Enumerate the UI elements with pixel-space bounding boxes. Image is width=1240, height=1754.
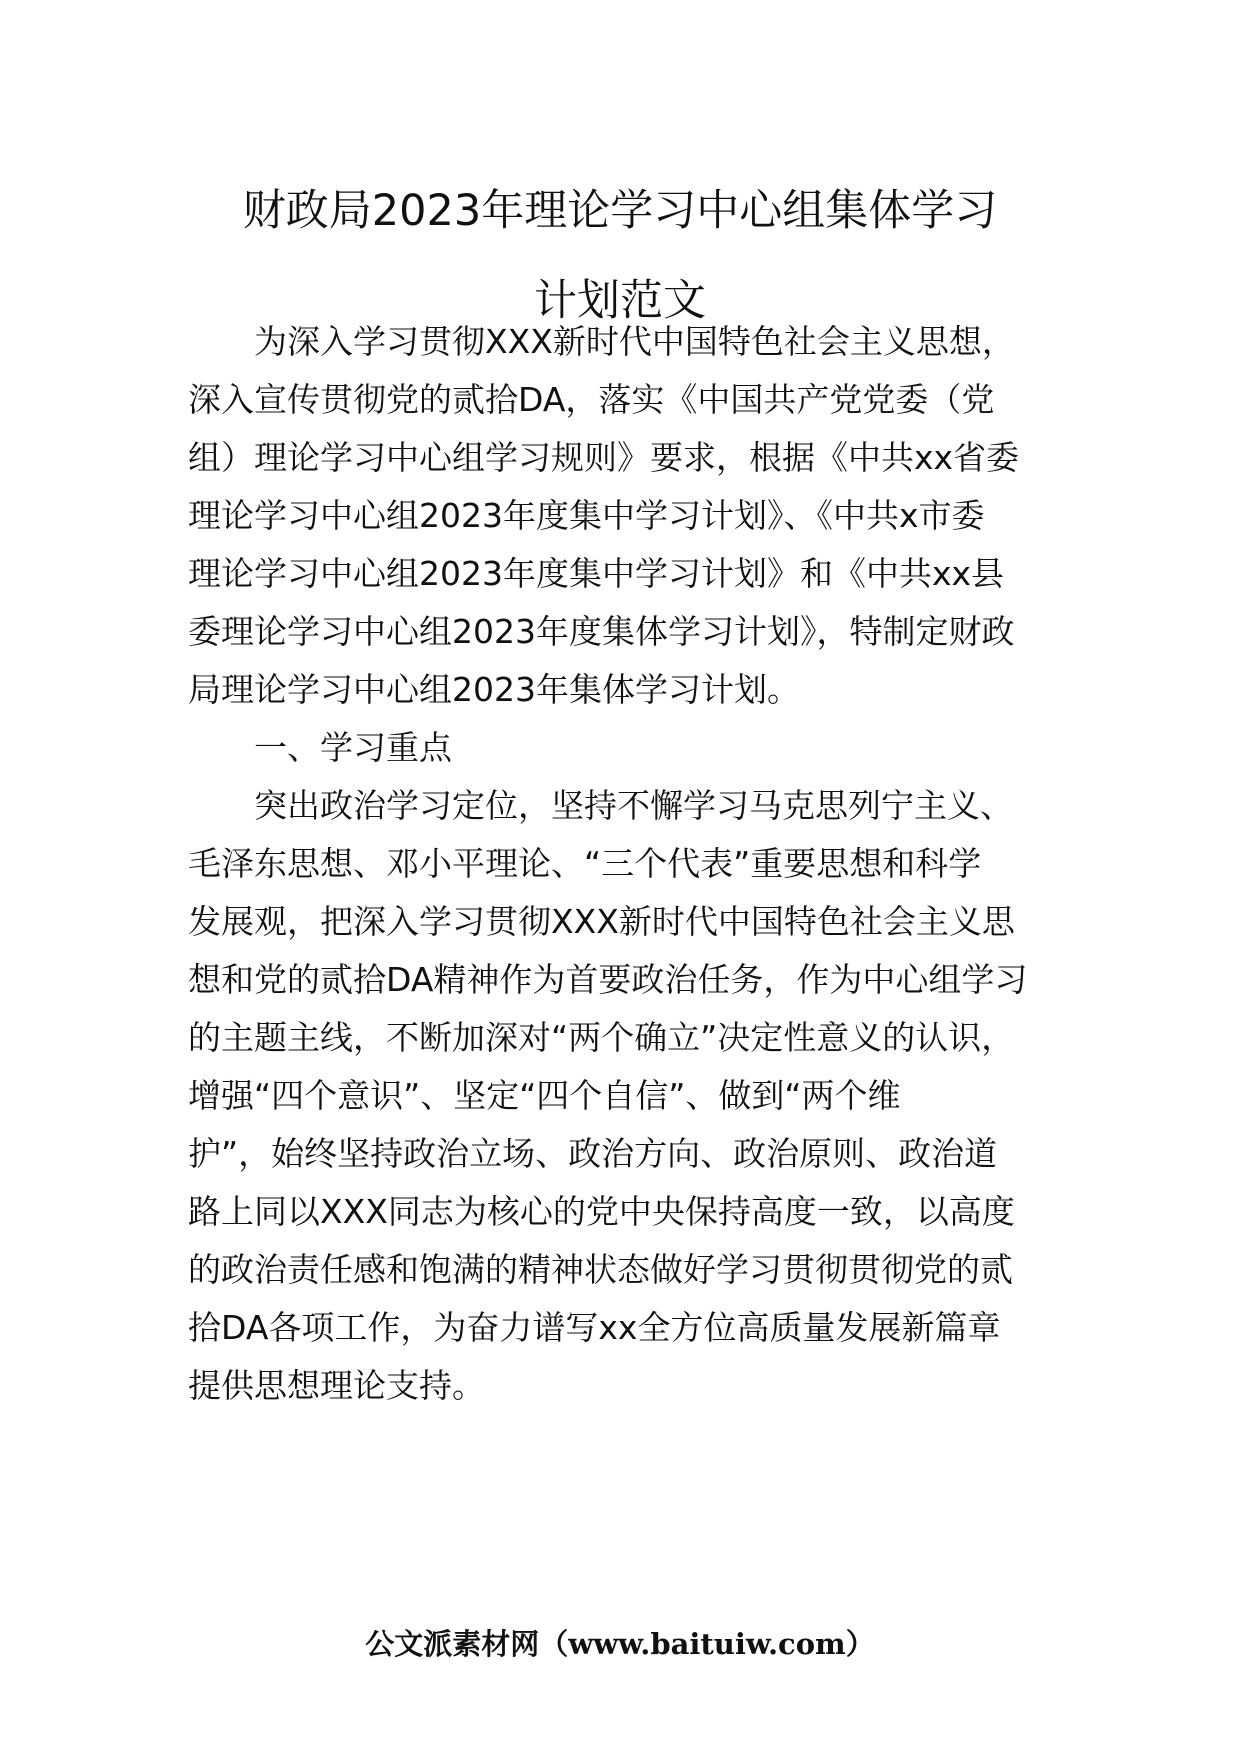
footer-source-credit: 公文派素材网（www.baituiw.com） xyxy=(365,1627,875,1661)
focus-line-10: 拾DA各项工作，为奋力谱写xx全方位高质量发展新篇章 xyxy=(188,1308,1001,1347)
section-heading-study-focus: 一、学习重点 xyxy=(254,728,452,767)
focus-line-1: 突出政治学习定位，坚持不懈学习马克思列宁主义、 xyxy=(254,786,1013,825)
intro-line-5: 理论学习中心组2023年度集中学习计划》和《中共xx县 xyxy=(188,554,1005,593)
intro-line-1: 为深入学习贯彻XXX新时代中国特色社会主义思想， xyxy=(254,322,1015,361)
focus-line-8: 路上同以XXX同志为核心的党中央保持高度一致，以高度 xyxy=(188,1192,1015,1231)
document-title-line-1: 财政局2023年理论学习中心组集体学习 xyxy=(242,186,998,236)
focus-line-11: 提供思想理论支持。 xyxy=(188,1366,485,1405)
focus-line-6: 增强“四个意识”、坚定“四个自信”、做到“两个维 xyxy=(188,1076,901,1115)
document-title-line-2: 计划范文 xyxy=(534,276,706,326)
focus-line-9: 的政治责任感和饱满的精神状态做好学习贯彻贯彻党的贰 xyxy=(188,1250,1013,1289)
focus-line-5: 的主题主线，不断加深对“两个确立”决定性意义的认识， xyxy=(188,1018,1015,1057)
focus-line-2: 毛泽东思想、邓小平理论、“三个代表”重要思想和科学 xyxy=(188,844,982,883)
intro-line-7: 局理论学习中心组2023年集体学习计划。 xyxy=(188,670,800,709)
focus-line-4: 想和党的贰拾DA精神作为首要政治任务，作为中心组学习 xyxy=(188,960,1028,999)
intro-line-6: 委理论学习中心组2023年度集体学习计划》，特制定财政 xyxy=(188,612,1015,651)
focus-line-3: 发展观，把深入学习贯彻XXX新时代中国特色社会主义思 xyxy=(188,902,1015,941)
focus-line-7: 护”，始终坚持政治立场、政治方向、政治原则、政治道 xyxy=(188,1134,998,1173)
intro-line-3: 组）理论学习中心组学习规则》要求，根据《中共xx省委 xyxy=(188,438,1020,477)
intro-line-2: 深入宣传贯彻党的贰拾DA，落实《中国共产党党委（党 xyxy=(188,380,995,419)
intro-line-4: 理论学习中心组2023年度集中学习计划》、《中共x市委 xyxy=(188,496,985,535)
